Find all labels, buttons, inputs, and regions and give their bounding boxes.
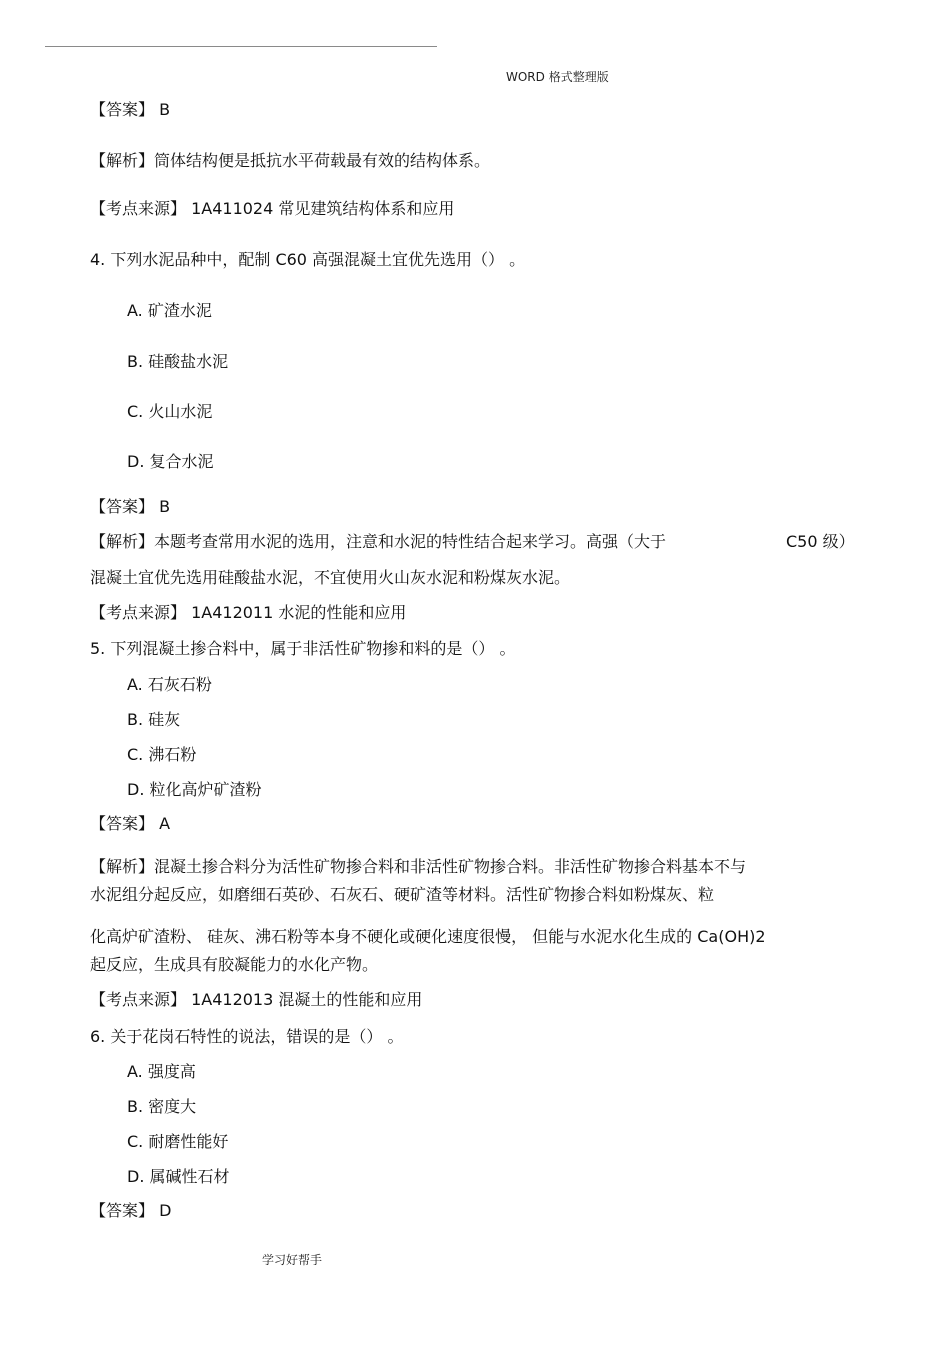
- question-4-analysis-line-1: 【解析】本题考查常用水泥的选用，注意和水泥的特性结合起来学习。高强（大于: [90, 532, 667, 551]
- question-6-answer: 【答案】 D: [90, 1201, 172, 1220]
- question-6-option-c: C. 耐磨性能好: [127, 1132, 229, 1151]
- page-footer: 学习好帮手: [262, 1253, 323, 1267]
- question-5-analysis-line-1: 【解析】混凝土掺合料分为活性矿物掺合料和非活性矿物掺合料。非活性矿物掺合料基本不与: [90, 857, 747, 876]
- question-6-option-d: D. 属碱性石材: [127, 1167, 230, 1186]
- source-line: 【考点来源】 1A411024 常见建筑结构体系和应用: [90, 199, 455, 218]
- question-6-option-b: B. 密度大: [127, 1097, 197, 1116]
- answer-line: 【答案】 B: [90, 100, 171, 119]
- question-4-stem: 4. 下列水泥品种中，配制 C60 高强混凝土宜优先选用（） 。: [90, 250, 526, 269]
- question-5-option-a: A. 石灰石粉: [127, 675, 212, 694]
- analysis-line: 【解析】筒体结构便是抵抗水平荷载最有效的结构体系。: [90, 151, 491, 170]
- question-6-stem: 6. 关于花岗石特性的说法，错误的是（） 。: [90, 1027, 404, 1046]
- question-4-option-b: B. 硅酸盐水泥: [127, 352, 229, 371]
- question-5-analysis-line-3: 化高炉矿渣粉、 硅灰、沸石粉等本身不硬化或硬化速度很慢， 但能与水泥水化生成的 Ca(OH)2: [90, 927, 766, 946]
- question-4-option-d: D. 复合水泥: [127, 452, 214, 471]
- question-4-analysis-line-2: 混凝土宜优先选用硅酸盐水泥，不宜使用火山灰水泥和粉煤灰水泥。: [90, 568, 571, 587]
- question-5-analysis-line-2: 水泥组分起反应，如磨细石英砂、石灰石、硬矿渣等材料。活性矿物掺合料如粉煤灰、粒: [90, 885, 715, 904]
- question-5-analysis-line-4: 起反应，生成具有胶凝能力的水化产物。: [90, 955, 379, 974]
- question-4-option-c: C. 火山水泥: [127, 402, 213, 421]
- question-5-option-c: C. 沸石粉: [127, 745, 197, 764]
- question-5-answer: 【答案】 A: [90, 814, 171, 833]
- question-4-option-a: A. 矿渣水泥: [127, 301, 212, 320]
- question-5-option-d: D. 粒化高炉矿渣粉: [127, 780, 262, 799]
- question-4-analysis-line-1-tail: C50 级）: [786, 532, 855, 551]
- question-5-stem: 5. 下列混凝土掺合料中，属于非活性矿物掺和料的是（） 。: [90, 639, 516, 658]
- question-5-option-b: B. 硅灰: [127, 710, 181, 729]
- question-5-source: 【考点来源】 1A412013 混凝土的性能和应用: [90, 990, 423, 1009]
- question-4-source: 【考点来源】 1A412011 水泥的性能和应用: [90, 603, 407, 622]
- question-4-answer: 【答案】 B: [90, 497, 171, 516]
- question-6-option-a: A. 强度高: [127, 1062, 196, 1081]
- header-rule: [45, 46, 437, 47]
- page-header: WORD 格式整理版: [506, 70, 609, 84]
